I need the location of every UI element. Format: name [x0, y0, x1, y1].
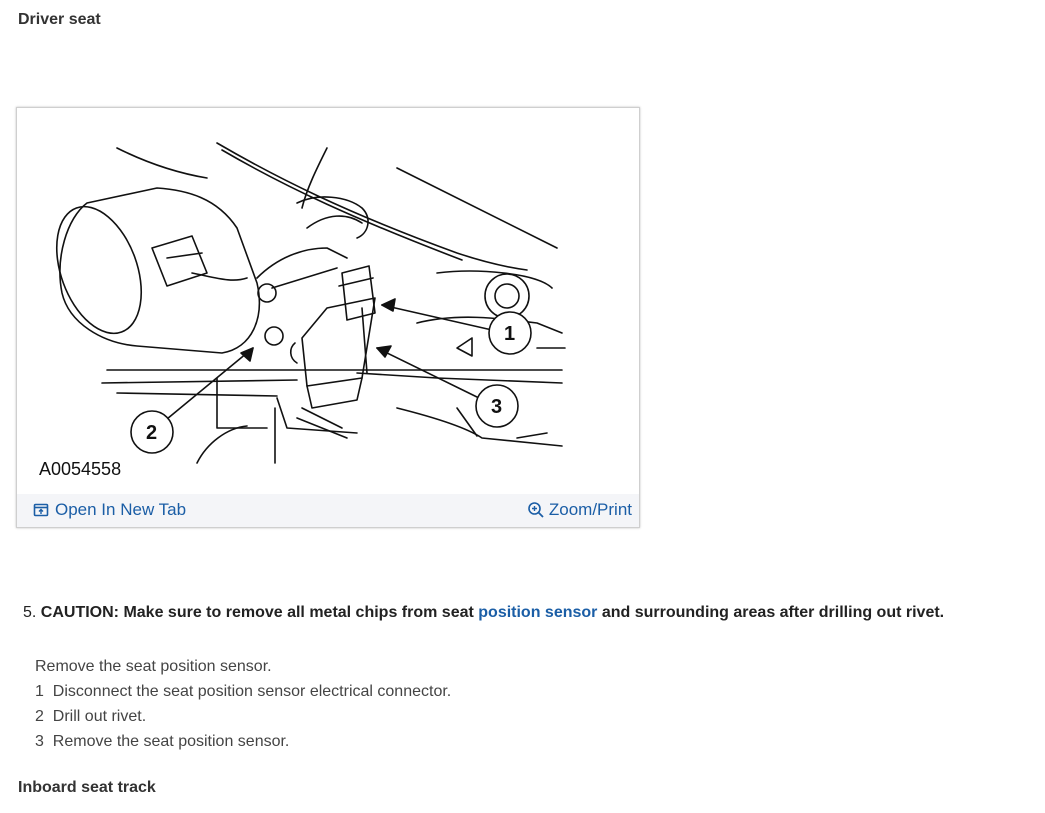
- zoom-in-icon: [527, 501, 545, 519]
- list-item: [35, 729, 451, 754]
- substeps-intro: Remove the seat position sensor.: [35, 658, 272, 675]
- list-item: [35, 704, 451, 729]
- list-item-text: Disconnect the seat position sensor electrical connector.: [52, 683, 452, 700]
- figure-code: A0054558: [39, 459, 122, 479]
- open-in-new-tab-link[interactable]: [33, 500, 186, 520]
- caution-text-rest: and surrounding areas after drilling out rivet.: [601, 604, 945, 621]
- list-item: [35, 679, 451, 704]
- substeps-list: [35, 654, 451, 754]
- open-in-new-tab-label: Open In New Tab: [55, 500, 187, 519]
- list-item-text: Remove the seat position sensor.: [52, 733, 290, 750]
- caution-text: CAUTION: Make sure to remove all metal chips from seat: [40, 604, 474, 621]
- seat-position-sensor-illustration: [17, 108, 639, 494]
- step-number: 5.: [23, 604, 37, 621]
- section-heading-driver-seat: Driver seat: [18, 11, 101, 28]
- callout-3: 3: [491, 396, 503, 418]
- list-item-number: 1: [35, 683, 44, 700]
- list-item-number: 3: [35, 733, 44, 750]
- list-item-text: Drill out rivet.: [52, 708, 147, 725]
- zoom-print-link[interactable]: [527, 500, 632, 520]
- position-sensor-link[interactable]: position sensor: [478, 604, 598, 621]
- section-heading-inboard-seat-track: Inboard seat track: [18, 779, 156, 796]
- list-item-number: 2: [35, 708, 44, 725]
- callout-2: 2: [146, 422, 158, 444]
- step-5: [23, 604, 944, 622]
- callout-1: 1: [504, 323, 516, 345]
- figure-footer: [17, 494, 639, 527]
- figure-card: [16, 107, 640, 528]
- zoom-print-label: Zoom/Print: [548, 500, 632, 519]
- open-in-new-tab-icon: [33, 502, 49, 518]
